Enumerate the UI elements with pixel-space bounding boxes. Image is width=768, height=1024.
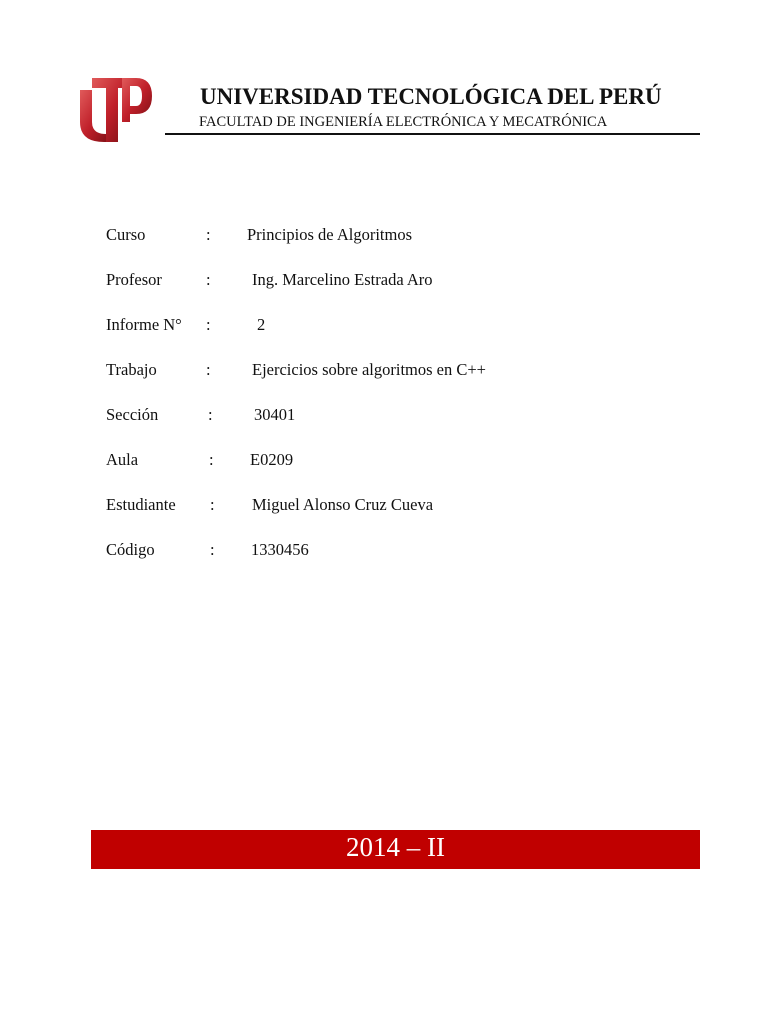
- info-label: Trabajo: [106, 360, 157, 379]
- period-banner: [91, 830, 700, 869]
- info-label: Profesor: [106, 270, 162, 289]
- info-value: Principios de Algoritmos: [247, 225, 412, 244]
- info-value: 1330456: [251, 540, 309, 559]
- info-separator: :: [206, 225, 211, 244]
- info-value: E0209: [250, 450, 294, 469]
- info-separator: :: [208, 405, 213, 424]
- utp-logo-icon: [78, 76, 154, 144]
- info-separator: :: [206, 315, 211, 334]
- info-label: Informe N°: [106, 315, 182, 334]
- header-divider: [165, 133, 700, 135]
- period-label: 2014 – II: [346, 832, 445, 862]
- info-label: Aula: [106, 450, 139, 469]
- info-separator: :: [210, 495, 215, 514]
- faculty-subtitle: FACULTAD DE INGENIERÍA ELECTRÓNICA Y MECATRÓNICA: [199, 114, 608, 130]
- info-separator: :: [206, 270, 211, 289]
- university-title: UNIVERSIDAD TECNOLÓGICA DEL PERÚ: [200, 84, 662, 109]
- info-label: Curso: [106, 225, 146, 244]
- info-value: 30401: [254, 405, 296, 424]
- info-label: Sección: [106, 405, 159, 424]
- info-value: Ing. Marcelino Estrada Aro: [252, 270, 433, 289]
- info-label: Estudiante: [106, 495, 176, 514]
- info-value: 2: [257, 315, 266, 334]
- info-separator: :: [210, 540, 215, 559]
- info-value: Ejercicios sobre algoritmos en C++: [252, 360, 486, 379]
- info-separator: :: [206, 360, 211, 379]
- info-value: Miguel Alonso Cruz Cueva: [252, 495, 434, 514]
- info-label: Código: [106, 540, 155, 559]
- info-separator: :: [209, 450, 214, 469]
